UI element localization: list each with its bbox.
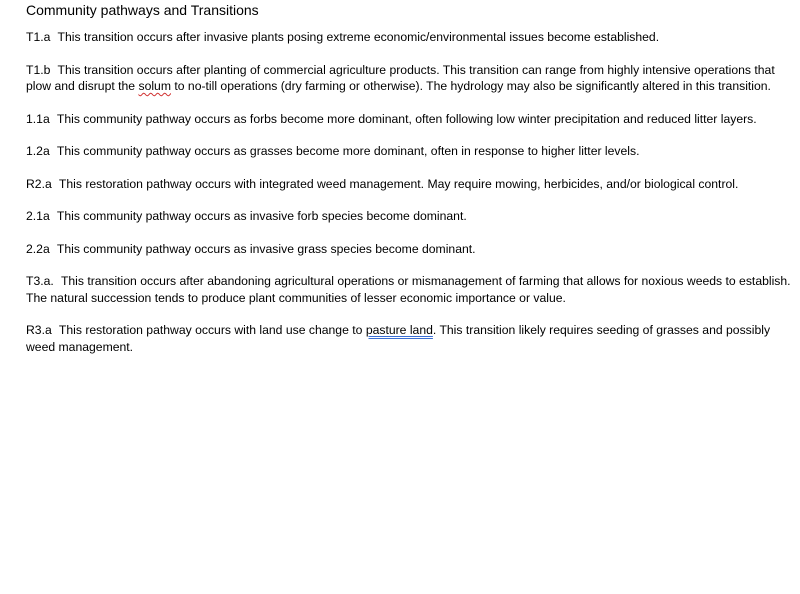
paragraph-code: T3.a. (26, 274, 54, 288)
paragraph-text: to no-till operations (dry farming or otherwise). The hydrology may also be significantly altered in this transition. (170, 79, 771, 93)
paragraph-text: This community pathway occurs as forbs become more dominant, often following low winter precipitation and reduced litter layers. (53, 111, 757, 126)
document-title: Community pathways and Transitions (26, 2, 259, 18)
paragraph-text: This community pathway occurs as grasses become more dominant, often in response to higher litter levels. (53, 144, 640, 158)
paragraph-code: 2.2a (26, 241, 50, 256)
paragraph-text: This community pathway occurs as invasive grass species become dominant. (53, 241, 476, 256)
paragraph-code: 2.1a (26, 209, 50, 223)
paragraph-text: This transition occurs after planting of commercial agriculture products. This transition can range from highly intensive operations that plow and disrupt the (26, 62, 775, 93)
paragraph-text: This restoration pathway occurs with land use change to (55, 323, 366, 337)
paragraph-text: This restoration pathway occurs with integrated weed management. May require mowing, herbicides, and/or biological control. (55, 176, 739, 191)
grammar-flagged-phrase[interactable]: pasture land (365, 323, 433, 337)
paragraph-code: 1.1a (26, 111, 50, 126)
paragraph-text: This transition occurs after abandoning agricultural operations or mismanagement of farming that allows for noxious weeds to establish. The natural succession tends to produce plant communities of lesser economic importance or value. (26, 274, 791, 305)
paragraph-text: . This transition likely requires seeding of grasses and possibly weed management. (26, 323, 771, 354)
paragraph-code: T1.a (26, 30, 51, 44)
paragraph-1-1a (26, 111, 796, 128)
paragraph-text: This transition occurs after invasive plants posing extreme economic/environmental issues become established. (54, 30, 660, 44)
paragraph-1-2a (26, 143, 796, 160)
paragraph-code: R2.a (26, 176, 52, 191)
paragraph-text: This community pathway occurs as invasive forb species become dominant. (53, 209, 467, 223)
paragraph-t1b (26, 62, 796, 95)
paragraph-code: 1.2a (26, 144, 50, 158)
document-page (26, 0, 796, 371)
paragraph-code: R3.a (26, 323, 52, 337)
spelling-flagged-word[interactable]: solum (138, 79, 171, 93)
paragraph-2-2a (26, 241, 796, 258)
paragraph-t3a (26, 273, 796, 306)
paragraph-2-1a (26, 208, 796, 225)
paragraph-t1a (26, 29, 796, 46)
paragraph-code: T1.b (26, 62, 51, 77)
paragraph-r2a (26, 176, 796, 193)
paragraph-r3a (26, 322, 796, 355)
paragraph-list (26, 29, 796, 355)
